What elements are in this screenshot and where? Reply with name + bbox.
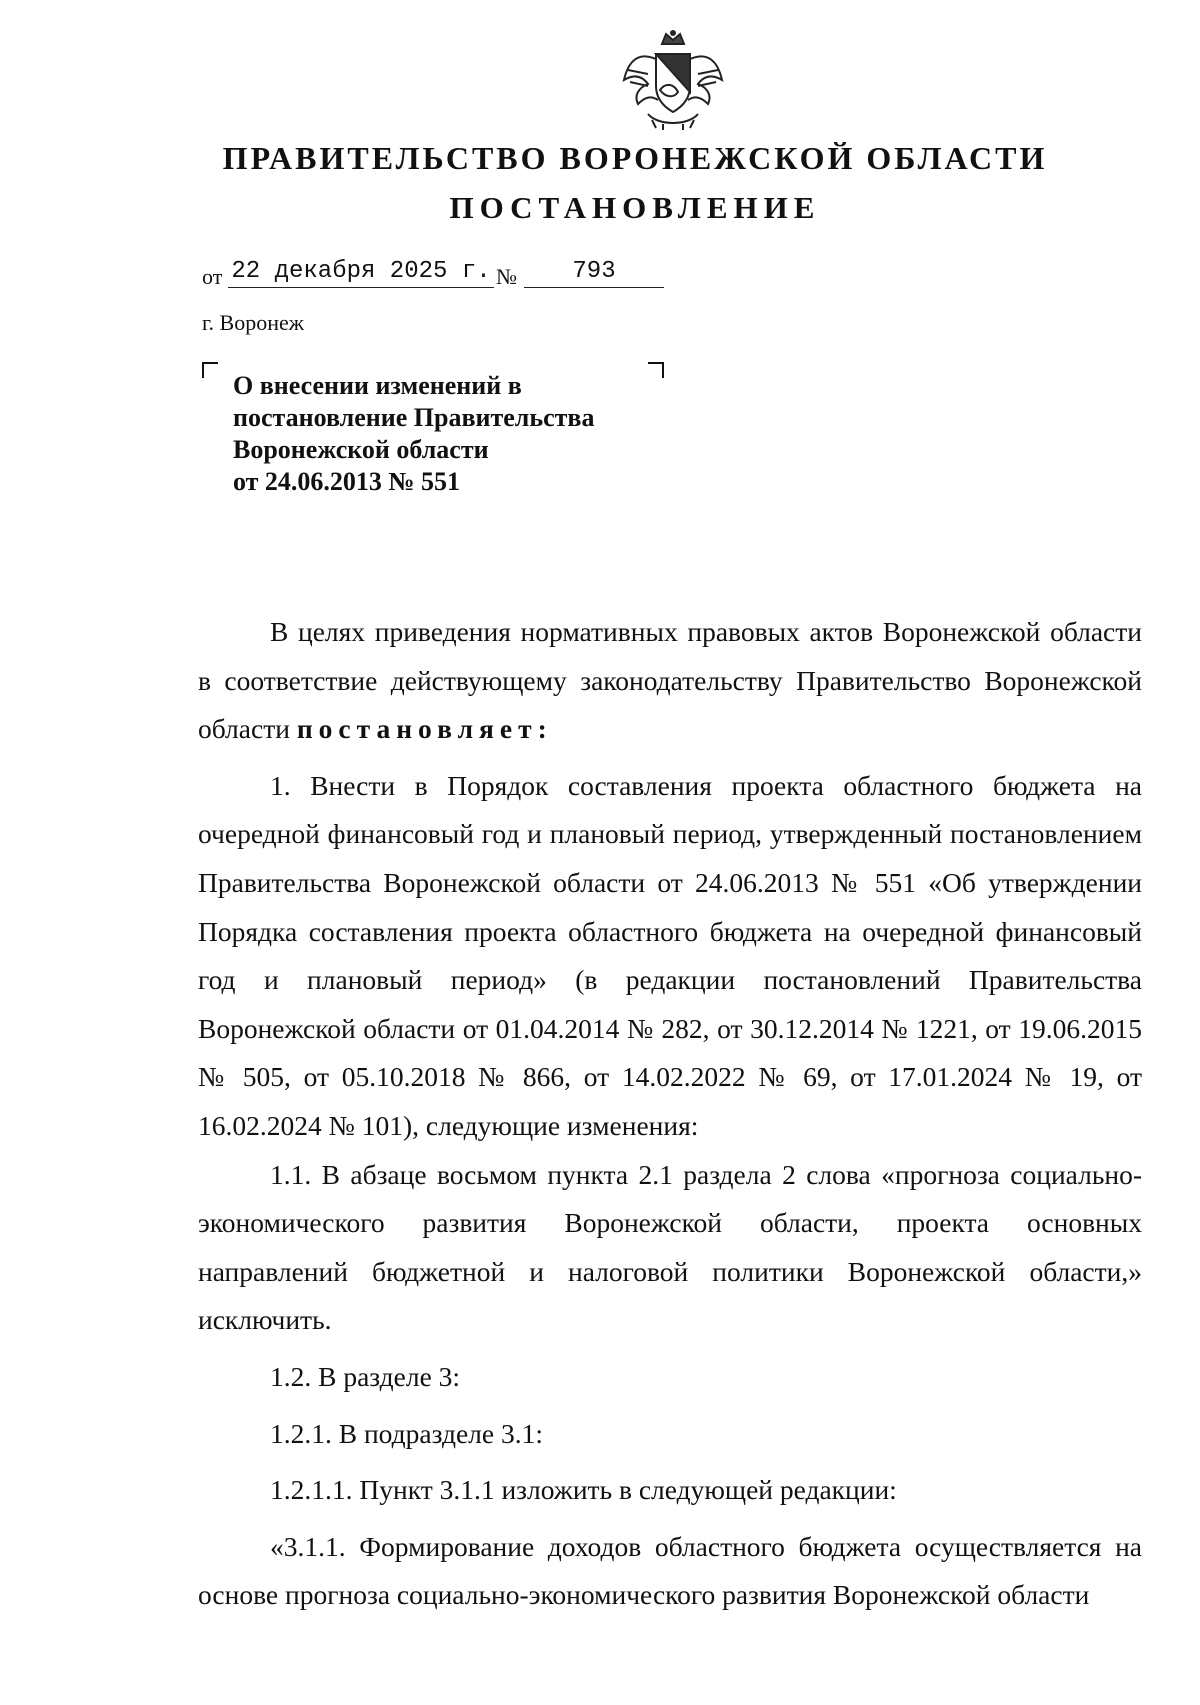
document-type-title: ПОСТАНОВЛЕНИЕ (449, 190, 821, 225)
clause-1-2: 1.2. В разделе 3: (270, 1360, 461, 1392)
organization-title: ПРАВИТЕЛЬСТВО ВОРОНЕЖСКОЙ ОБЛАСТИ (222, 140, 1048, 176)
decree-word: постановляет: (296, 713, 553, 745)
date-from-label: от (202, 264, 223, 289)
preamble-text: В целях приведения нормативных правовых актов Воронежской области в соответствие действующему законодательству Правительство Воронежской области (198, 616, 1142, 745)
clause-1: 1. Внести в Порядок составления проекта областного бюджета на очередной финансовый год и плановый период, утвержденный постановлением Правительства Воронежской области от 24.06.2013 № 551 «Об утверждении Порядка составления проекта областного бюджета на очередной финансовый год и плановый период» (в редакции постановлений Правительства Воронежской области от 01.04.2014 № 282, от 30.12.2014 № 1221, от 19.06.2015 № 505, от 05.10.2018 № 866, от 14.02.2022 № 69, от 17.01.2024 № 19, от 16.02.2024 № 101), следующие изменения: (198, 769, 1142, 1141)
subject-line: постановление Правительства (233, 403, 595, 432)
clause-1-1: 1.1. В абзаце восьмом пункта 2.1 раздела 2 слова «прогноза социально-экономического развития Воронежской области, проекта основных направлений бюджетной и налоговой политики Воронежской области,» исключить. (198, 1158, 1142, 1336)
subject-line: Воронежской области (233, 435, 489, 464)
subject-corner-right (648, 362, 664, 378)
clause-1-2-1-1: 1.2.1.1. Пункт 3.1.1 изложить в следующей редакции: (270, 1474, 897, 1506)
subject-line: от 24.06.2013 № 551 (233, 467, 461, 496)
document-subject (233, 370, 594, 498)
preamble-paragraph (198, 608, 1142, 754)
document-date: 22 декабря 2025 г. (228, 257, 494, 288)
number-label: № (496, 264, 517, 289)
subject-line: О внесении изменений в (233, 371, 522, 400)
city-label: г. Воронеж (202, 310, 304, 335)
subject-corner-left (202, 362, 218, 378)
clause-3-1-1-quote: «3.1.1. Формирование доходов областного бюджета осуществляется на основе прогноза социально-экономического развития Воронежской области (198, 1530, 1142, 1611)
document-number: 793 (524, 257, 664, 288)
document-body (198, 608, 1142, 1620)
date-number-line (202, 258, 702, 292)
clause-1-2-1: 1.2.1. В подразделе 3.1: (270, 1417, 543, 1449)
coat-of-arms-icon (618, 30, 728, 130)
